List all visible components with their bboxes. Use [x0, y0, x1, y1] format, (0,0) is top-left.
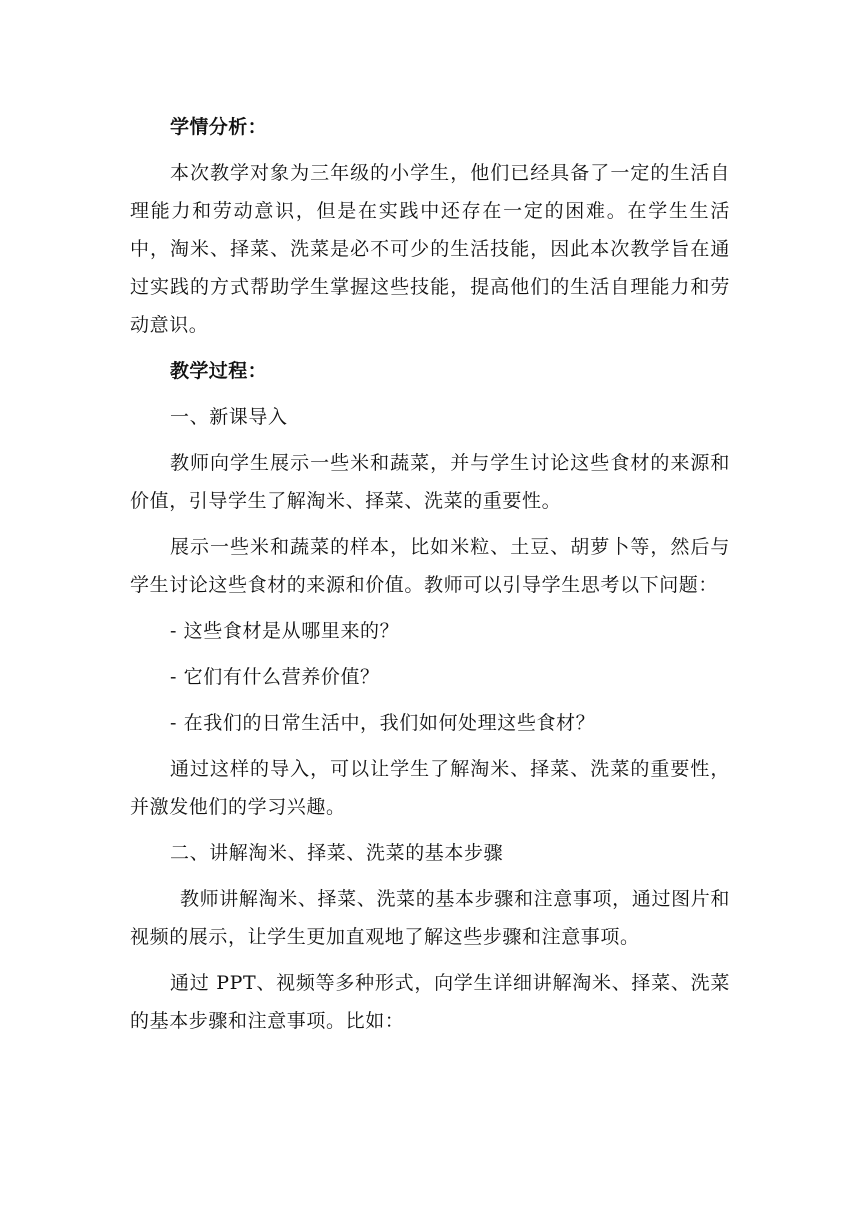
paragraph-introduction-2: 展示一些米和蔬菜的样本，比如米粒、土豆、胡萝卜等，然后与学生讨论这些食材的来源和价值。教师可以引导学生思考以下问题：: [130, 536, 730, 596]
paragraph-basic-steps-1: 教师讲解淘米、择菜、洗菜的基本步骤和注意事项，通过图片和视频的展示，让学生更加直观地了解这些步骤和注意事项。: [130, 888, 730, 948]
subsection-title-basic-steps: 二、讲解淘米、择菜、洗菜的基本步骤: [170, 842, 504, 864]
paragraph-introduction-3: 通过这样的导入，可以让学生了解淘米、择菜、洗菜的重要性，并激发他们的学习兴趣。: [130, 758, 730, 818]
paragraph-learner-analysis: 本次教学对象为三年级的小学生，他们已经具备了一定的生活自理能力和劳动意识，但是在实践中还存在一定的困难。在学生生活中，淘米、择菜、洗菜是必不可少的生活技能，因此本次教学旨在通过实践的方式帮助学生掌握这些技能，提高他们的生活自理能力和劳动意识。: [130, 162, 730, 336]
section-heading-learner-analysis: 学情分析：: [170, 116, 268, 138]
paragraph-introduction-1: 教师向学生展示一些米和蔬菜，并与学生讨论这些食材的来源和价值，引导学生了解淘米、择菜、洗菜的重要性。: [130, 452, 730, 512]
question-item: - 在我们的日常生活中，我们如何处理这些食材？: [170, 712, 596, 734]
subsection-title-introduction: 一、新课导入: [170, 406, 288, 428]
section-heading-teaching-process: 教学过程：: [170, 360, 268, 382]
question-item: - 这些食材是从哪里来的？: [170, 620, 400, 642]
question-item: - 它们有什么营养价值？: [170, 666, 380, 688]
paragraph-basic-steps-2: 通过 PPT、视频等多种形式，向学生详细讲解淘米、择菜、洗菜的基本步骤和注意事项。比如：: [130, 972, 730, 1032]
document-body: [130, 108, 730, 1048]
